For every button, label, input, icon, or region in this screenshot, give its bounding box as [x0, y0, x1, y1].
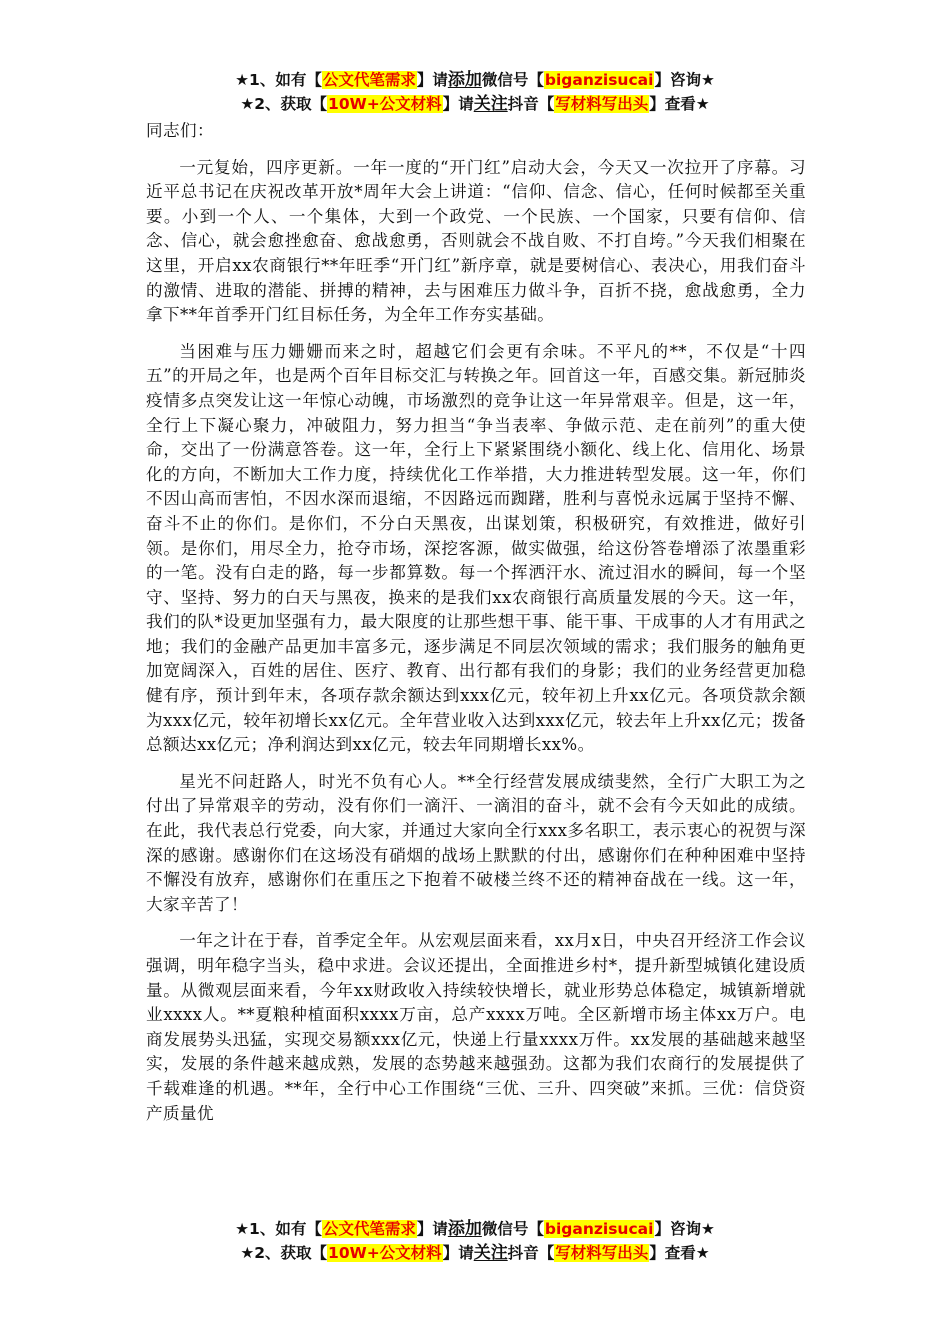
paragraph: 当困难与压力姗姗而来之时，超越它们会更有余味。不平凡的**，不仅是“十四五”的开局之年，也是两个百年目标交汇与转换之年。回首这一年，百感交集。新冠肺炎疫情多点突发让这一年惊心动魄，市场激烈的竞争让这一年异常艰辛。但是，这一年，全行上下凝心聚力，冲破阻力，努力担当“争当表率、争做示范、走在前列”的重大使命，交出了一份满意答卷。这一年，全行上下紧紧围绕小额化、线上化、信用化、场景化的方向，不断加大工作力度，持续优化工作举措，大力推进转型发展。这一年，你们不因山高而害怕，不因水深而退缩，不因路远而踟躇，胜利与喜悦永远属于坚持不懈、奋斗不止的你们。是你们，不分白天黑夜，出谋划策，积极研究，有效推进，做好引领。是你们，用尽全力，抢夺市场，深挖客源，做实做强，给这份答卷增添了浓墨重彩的一笔。没有白走的路，每一步都算数。每一个挥洒汗水、流过泪水的瞬间，每一个坚守、坚持、努力的白天与黑夜，换来的是我们xx农商银行高质量发展的今天。这一年，我们的队*设更加坚强有力，最大限度的让那些想干事、能干事、干成事的人才有用武之地；我们的金融产品更加丰富多元，逐步满足不同层次领域的需求；我们服务的触角更加宽阔深入，百姓的居住、医疗、教育、出行都有我们的身影；我们的业务经营更加稳健有序，预计到年末，各项存款余额达到xxx亿元，较年初上升xx亿元。各项贷款余额为xxx亿元，较年初增长xx亿元。全年营业收入达到xxx亿元，较去年上升xx亿元；拨备总额达xx亿元；净利润达到xx亿元，较去年同期增长xx%。 [146, 341, 806, 755]
promo-text: 】请 [442, 1244, 474, 1262]
promo-text: ★1、如有【 [235, 1220, 322, 1238]
highlight-tag: 10W+公文材料 [328, 95, 442, 113]
highlight-tag: 公文代笔需求 [322, 71, 416, 89]
emphasis-text: 关注 [473, 1243, 508, 1263]
emphasis-text: 添加 [447, 70, 482, 90]
promo-text: 】请 [442, 95, 474, 113]
promo-text: 抖音【 [507, 1244, 555, 1262]
highlight-tag: 公文代笔需求 [322, 1220, 416, 1238]
promo-text: 】查看★ [649, 95, 710, 113]
douyin-account: 写材料写出头 [555, 95, 649, 113]
promo-line-1 [0, 1217, 950, 1241]
emphasis-text: 添加 [447, 1219, 482, 1239]
paragraph: 星光不问赶路人，时光不负有心人。**全行经营发展成绩斐然，全行广大职工为之付出了异常艰辛的劳动，没有你们一滴汗、一滴泪的奋斗，就不会有今天如此的成绩。在此，我代表总行党委，向大家，并通过大家向全行xxx多名职工，表示衷心的祝贺与深深的感谢。感谢你们在这场没有硝烟的战场上默默的付出，感谢你们在种种困难中坚持不懈没有放弃，感谢你们在重压之下抱着不破楼兰终不还的精神奋战在一线。这一年，大家辛苦了！ [146, 771, 806, 914]
emphasis-text: 关注 [473, 94, 508, 114]
wechat-id: biganzisucai [544, 71, 654, 89]
paragraph: 一元复始，四序更新。一年一度的“开门红”启动大会，今天又一次拉开了序幕。习近平总书记在庆祝改革开放*周年大会上讲道：“信仰、信念、信心，任何时候都至关重要。小到一个人、一个集体，大到一个政党、一个民族、一个国家，只要有信仰、信念、信心，就会愈挫愈奋、愈战愈勇，否则就会不战自败、不打自垮。”今天我们相聚在这里，开启xx农商银行**年旺季“开门红”新序章，就是要树信心、表决心，用我们奋斗的激情、进取的潜能、拼搏的精神，去与困难压力做斗争，百折不挠，愈战愈勇，全力拿下**年首季开门红目标任务，为全年工作夯实基础。 [146, 157, 806, 325]
wechat-id: biganzisucai [544, 1220, 654, 1238]
promo-text: 】咨询★ [654, 71, 715, 89]
promo-line-2 [0, 1241, 950, 1265]
promo-text: ★1、如有【 [235, 71, 322, 89]
promo-text: 】咨询★ [654, 1220, 715, 1238]
document-body [146, 119, 806, 1138]
promo-line-2 [0, 92, 950, 116]
header-promo-banner [0, 68, 950, 116]
highlight-tag: 10W+公文材料 [328, 1244, 442, 1262]
promo-text: ★2、获取【 [240, 95, 328, 113]
promo-text: 】请 [416, 71, 448, 89]
promo-text: 】查看★ [649, 1244, 710, 1262]
promo-line-1 [0, 68, 950, 92]
douyin-account: 写材料写出头 [555, 1244, 649, 1262]
promo-text: 】请 [416, 1220, 448, 1238]
footer-promo-banner [0, 1217, 950, 1265]
promo-text: 抖音【 [507, 95, 555, 113]
paragraph: 一年之计在于春，首季定全年。从宏观层面来看，xx月x日，中央召开经济工作会议强调，明年稳字当头，稳中求进。会议还提出，全面推进乡村*，提升新型城镇化建设质量。从微观层面来看，今年xx财政收入持续较快增长，就业形势总体稳定，城镇新增就业xxxx人。**夏粮种植面积xxxx万亩，总产xxxx万吨。全区新增市场主体xx万户。电商发展势头迅猛，实现交易额xxx亿元，快递上行量xxxx万件。xx发展的基础越来越坚实，发展的条件越来越成熟，发展的态势越来越强劲。这都为我们农商行的发展提供了千载难逢的机遇。**年，全行中心工作围绕“三优、三升、四突破”来抓。三优：信贷资产质量优 [146, 931, 806, 1123]
promo-text: 微信号【 [481, 1220, 544, 1238]
promo-text: 微信号【 [481, 71, 544, 89]
salutation: 同志们： [146, 121, 214, 140]
promo-text: ★2、获取【 [240, 1244, 328, 1262]
